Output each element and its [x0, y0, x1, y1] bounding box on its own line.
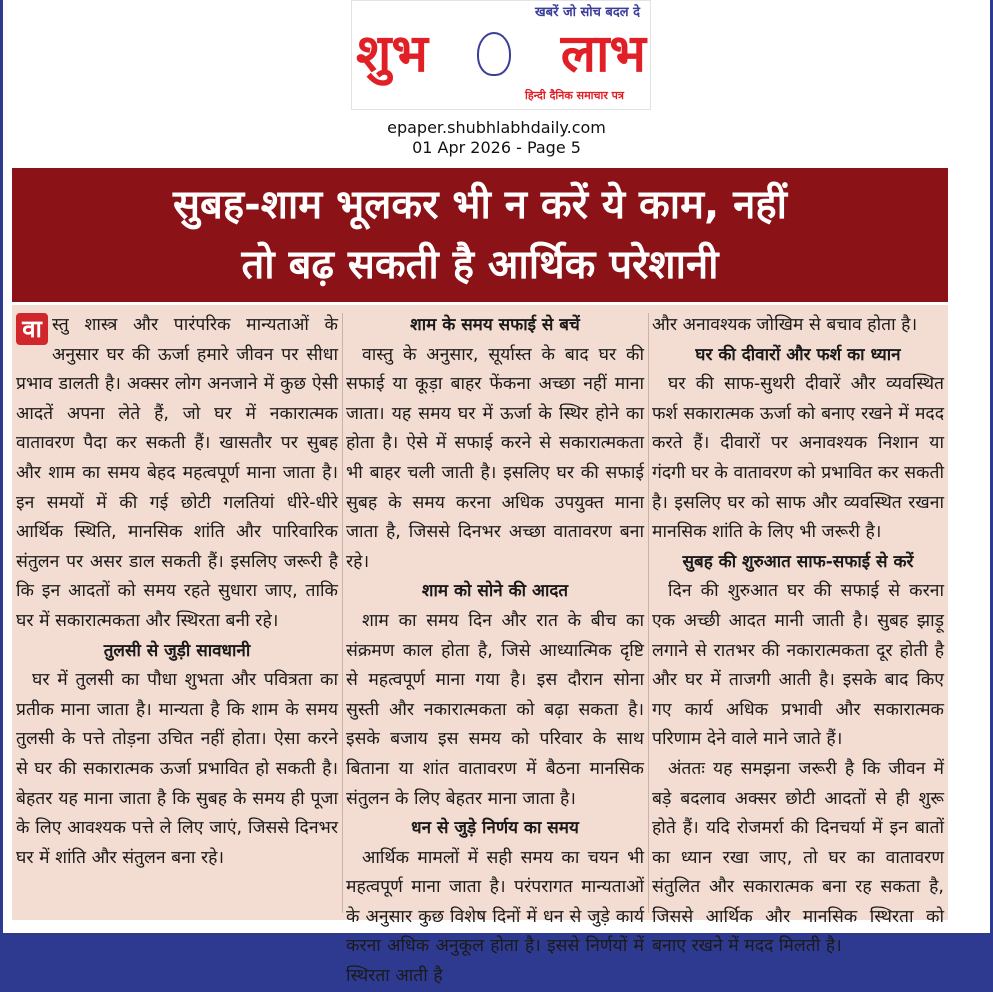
ganesh-icon — [477, 32, 511, 76]
paragraph: और अनावश्यक जोखिम से बचाव होता है। — [652, 315, 918, 335]
logo-subtitle: हिन्दी दैनिक समाचार पत्र — [524, 89, 624, 102]
paragraph: शाम का समय दिन और रात के बीच का संक्रमण काल होता है, जिसे आध्यात्मिक दृष्टि से महत्वपूर्ण माना गया है। इस दौरान सोना सुस्ती और नकारात्मकता को बढ़ा सकता है। इसके बजाय इस समय को परिवार के साथ बिताना या शांत वातावरण में बैठना मानसिक संतुलन के लिए बेहतर माना जाता है। — [346, 610, 644, 809]
intro-paragraph — [16, 311, 338, 637]
subheading: शाम को सोने की आदत — [421, 581, 569, 602]
column-2 — [346, 311, 644, 992]
column-1 — [16, 311, 338, 873]
paragraph: घर की साफ-सुथरी दीवारें और व्यवस्थित फर्श सकारात्मक ऊर्जा को बनाए रखने में मदद करते हैं। दीवारों पर अनावश्यक निशान या गंदगी घर के वातावरण को प्रभावित कर सकती है। इसलिए घर को साफ और व्यवस्थित रखना मानसिक शांति के लिए भी जरूरी है। — [652, 374, 944, 543]
logo-word-labh: लाभ — [560, 23, 646, 84]
headline — [12, 168, 948, 302]
drop-cap: वा — [16, 313, 48, 345]
paragraph: दिन की शुरुआत घर की सफाई से करना एक अच्छी आदत मानी जाती है। सुबह झाड़ू लगाने से रातभर की नकारात्मकता दूर होती है और घर में ताजगी आती है। इसके बाद किए गए कार्य अधिक प्रभावी और सकारात्मक परिणाम देने वाले माने जाते हैं। — [652, 581, 944, 750]
logo-tagline: खबरें जो सोच बदल दे — [535, 5, 640, 20]
intro-text: स्तु शास्त्र और पारंपरिक मान्यताओं के अनुसार घर की ऊर्जा हमारे जीवन पर सीधा प्रभाव डालती है। अक्सर लोग अनजाने में कुछ ऐसी आदतें अपना लेते हैं, जो घर में नकारात्मक वातावरण पैदा कर सकती हैं। खासतौर पर सुबह और शाम का समय बेहद महत्वपूर्ण माना जाता है। इन समयों में की गई छोटी गलतियां धीरे-धीरे आर्थिक स्थिति, मानसिक शांति और पारिवारिक संतुलन पर असर डाल सकती हैं। इसलिए जरूरी है कि इन आदतों को समय रहते सुधारा जाए, ताकि घर में सकारात्मकता और स्थिरता बनी रहे। — [16, 315, 338, 631]
paragraph: अंततः यह समझना जरूरी है कि जीवन में बड़े बदलाव अक्सर छोटी आदतों से ही शुरू होते हैं। यदि रोजमर्रा की दिनचर्या में इन बातों का ध्यान रखा जाए, तो घर का वातावरण संतुलित और सकारात्मक बना रह सकता है, जिससे आर्थिक और मानसिक स्थिरता को बनाए रखने में मदद मिलती है। — [652, 758, 944, 957]
column-3 — [652, 311, 944, 962]
subheading: धन से जुड़े निर्णय का समय — [411, 818, 579, 839]
subheading: तुलसी से जुड़ी सावधानी — [103, 640, 251, 661]
logo-wordmark — [356, 25, 646, 83]
headline-line-1: सुबह-शाम भूलकर भी न करें ये काम, नहीं — [173, 182, 787, 228]
article-body — [12, 305, 948, 987]
headline-line-2: तो बढ़ सकती है आर्थिक परेशानी — [241, 242, 719, 288]
logo-word-shubh: शुभ — [356, 23, 428, 84]
subheading: सुबह की शुरुआत साफ-सफाई से करें — [682, 551, 914, 572]
site-url: epaper.shubhlabhdaily.com — [387, 118, 606, 137]
subheading: घर की दीवारों और फर्श का ध्यान — [695, 344, 901, 365]
column-divider — [648, 313, 649, 913]
paragraph: आर्थिक मामलों में सही समय का चयन भी महत्वपूर्ण माना जाता है। परंपरागत मान्यताओं के अनुसार कुछ विशेष दिनों में धन से जुड़े कार्य करना अधिक अनुकूल होता है। इससे निर्णयों में स्थिरता आती है — [346, 847, 644, 987]
date-page: 01 Apr 2026 - Page 5 — [412, 138, 581, 157]
column-divider — [342, 313, 343, 913]
paragraph: वास्तु के अनुसार, सूर्यास्त के बाद घर की सफाई या कूड़ा बाहर फेंकना अच्छा नहीं माना जाता। यह समय घर में ऊर्जा के स्थिर होने का होता है। ऐसे में सफाई करने से सकारात्मकता भी बाहर चली जाती है। इसलिए घर की सफाई सुबह के समय करना अधिक उपयुक्त माना जाता है, जिससे दिनभर अच्छा वातावरण बना रहे। — [346, 344, 644, 572]
subheading: शाम के समय सफाई से बचें — [410, 315, 580, 335]
masthead-logo[interactable] — [351, 0, 651, 110]
paragraph: घर में तुलसी का पौधा शुभता और पवित्रता का प्रतीक माना जाता है। मान्यता है कि शाम के समय तुलसी के पत्ते तोड़ना उचित नहीं होता। ऐसा करने से घर की सकारात्मक ऊर्जा प्रभावित हो सकती है। बेहतर यह माना जाता है कि सुबह के समय ही पूजा के लिए आवश्यक पत्ते ले लिए जाएं, जिससे दिनभर घर में शांति और संतुलन बना रहे। — [16, 670, 338, 868]
